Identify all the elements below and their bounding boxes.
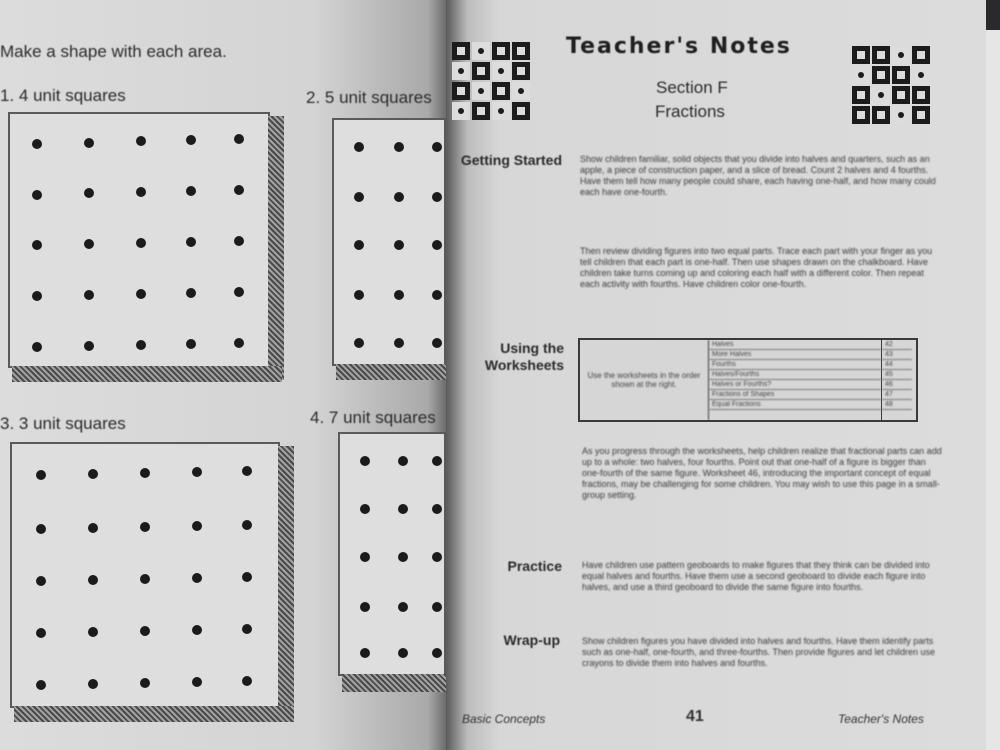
geoboard-3[interactable]	[10, 442, 280, 708]
page-number: 41	[686, 708, 704, 725]
worksheet-title: More Halves	[709, 350, 881, 360]
practice-label: Practice	[507, 558, 562, 574]
getting-started-text: Show children familiar, solid objects that you divide into halves and quarters, such as an apple, a piece of construction paper, and a slice of bread. Count 2 halves and 4 fourths. Have them tell how many people could share, each having one-half, and how many could each have one-fourth.	[580, 154, 936, 197]
worksheet-page: 44	[882, 360, 912, 370]
worksheet-instruction: Make a shape with each area.	[0, 42, 227, 61]
worksheet-table-titles	[709, 340, 882, 420]
section-heading: Section F	[656, 78, 728, 97]
section-topic: Fractions	[655, 102, 725, 121]
worksheet-table-pages	[882, 340, 912, 420]
worksheet-title: Equal Fractions	[709, 400, 881, 410]
progress-text: As you progress through the worksheets, help children realize that fractional parts can add up to a whole: two halves, four fourths. Point out that one-half of a figure is bigger than one-fourth of the same figure. Worksheet 46, introducing the important concept of equal fractions, may be challenging for some children. You may wish to use this page in a small-group setting.	[582, 446, 942, 500]
worksheet-page: 46	[882, 380, 912, 390]
problem-1-label: 1. 4 unit squares	[0, 86, 126, 105]
worksheet-page: 48	[882, 400, 912, 410]
worksheet-title: Fourths	[709, 360, 881, 370]
worksheet-table	[578, 338, 918, 422]
geoboard-4[interactable]	[338, 432, 446, 676]
footer-left: Basic Concepts	[462, 712, 546, 726]
worksheet-title: Halves/Fourths	[709, 370, 881, 380]
geoboard-1[interactable]	[8, 112, 270, 368]
review-text: Then review dividing figures into two equal parts. Trace each part with your finger as you tell children that each part is one-half. Then use shapes drawn on the chalkboard. Have children take turns coming up and coloring each half with a different color. Then repeat each activity with fourths. Have children color one-fourth.	[580, 246, 933, 289]
problem-2-label: 2. 5 unit squares	[306, 88, 432, 107]
practice-text: Have children use pattern geoboards to make figures that they think can be divided into equal halves and fourths. Have them use a second geoboard to divide each figure into halves, and use a third geoboard to divide the same figure into fourths.	[582, 560, 930, 592]
page-title: Teacher's Notes	[566, 34, 792, 59]
worksheet-page: 42	[882, 340, 912, 350]
wrap-up-label: Wrap-up	[503, 632, 560, 648]
worksheet-title: Fractions of Shapes	[709, 390, 881, 400]
footer-right: Teacher's Notes	[838, 712, 924, 726]
wrap-up-text: Show children figures you have divided into halves and fourths. Have them identify parts such as one-half, one-fourth, and three-fourths. Then provide figures and let children use crayons to divide them into halves and fourths.	[582, 636, 936, 668]
getting-started-label: Getting Started	[460, 152, 562, 168]
worksheet-title: Halves	[709, 340, 881, 350]
problem-4-label: 4. 7 unit squares	[310, 408, 436, 427]
using-worksheets-label: Using the Worksheets	[484, 340, 564, 373]
worksheet-table-intro: Use the worksheets in the order shown at the right.	[580, 340, 709, 420]
worksheet-page: 45	[882, 370, 912, 380]
left-worksheet-page	[0, 0, 446, 750]
quilt-pattern-left-icon	[452, 42, 530, 120]
worksheet-page: 43	[882, 350, 912, 360]
page-edge	[986, 30, 1000, 750]
geoboard-2[interactable]	[332, 118, 446, 366]
worksheet-page: 47	[882, 390, 912, 400]
problem-3-label: 3. 3 unit squares	[0, 414, 126, 433]
quilt-pattern-right-icon	[852, 46, 930, 124]
worksheet-title: Halves or Fourths?	[709, 380, 881, 390]
